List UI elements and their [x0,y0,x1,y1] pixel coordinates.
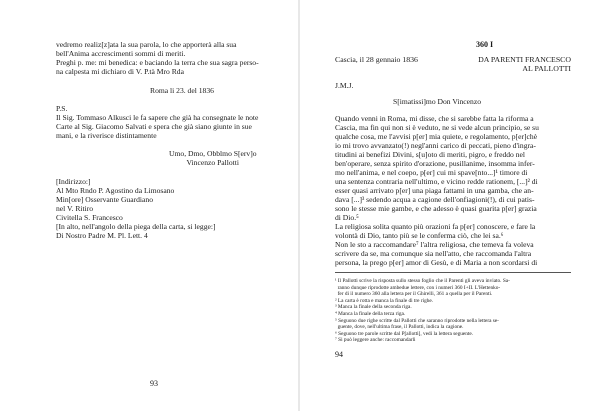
salutation: S[imatissi]mo Don Vincenzo [393,97,481,106]
letter-title: DA PARENTI FRANCESCO AL PALLOTTI [478,55,571,73]
letter-body: Quando venni in Roma, mi disse, che si sarebbe fatta la riforma a Cascia, ma fin qui non si è veduto, ne si vede alcun principio, se su qualche cosa, me l'avvisi p[er] mia quiete, e regolamento, p[er]chè io mi trovo avvanzato(!) negl'anni carico di peccati, pieno d'ingra- titudini ai benefizi Divini, s[u]oto di meriti, pigro, e freddo nel ben'operare, senza spirito d'orazione, pusillanime, insomma infer- mo nell'anima, e nel coepo, p[er] cui mi spave[nto...]¹ timore di una sentenza contraria nell'ultimo, e vicino redde rationem, [...]² di esser quasi arrivato p[er] una piaga fattami in una gamba, che an- dava [...]³ sedendo acqua a cagione dell'onfiagioni(!), di cui patis- sono le stesse mie gambe, e che adesso è quasi guarita p[er] grazia di Dio.⁵ La religiosa solita quanto più orazioni fa p[er] conoscere, e fare la volontà di Dio, tanto più se le conferma ciò, che lei sa.⁶ Non le sto a raccomandare⁷ l'altra religiosa, che temeva fa voleva scrivere da se, ma comunque sia nell'atto, che raccomanda l'altra persona, la prego p[er] amor di Gesù, e di Maria a non scordarsi di [335,114,539,267]
footnotes: ¹ Il Pallotti scrive la risposta sullo stesso foglio che il Parenti gli aveva inviato. Sa- ranno dunque riprodotte ambedue lettere, con i numeri 360 I+II. L'Hettenko- fer di il numero 360 alla lettera per il Ghirelli, 361 a quella per il Parenti. ² La carta è rotta e manca la finale di tre righe. ³ Manca la finale della seconda riga. ⁴ Manca la finale della terza riga. ⁵ Seguono due righe scritte dal Pallotti che saranno riprodotte nella lettera se- guente, dove, nell'ultima frase, il Pallotti, indica la cagione. ⁶ Seguono tre parole scritte dal P[allotti], vedi la lettera seguente. ⁷ Si può leggere anche: raccomandarli [335,278,510,344]
address-block: [Indirizzo:] Al Mto Rndo P. Agostino da Limosano Min[ore] Osservante Guardiano nel V. Ritiro Civitella S. Francesco [In alto, nell'angolo della piega della carta, si legge:] Di Nostro Padre M. Pl. Lett. 4 [56,177,216,240]
monogram: J.M.J. [335,81,354,90]
footnote-separator [335,272,571,273]
page-number-left: 93 [150,379,158,388]
page-number-right: 94 [335,350,343,359]
place-date: Cascia, il 28 gennaio 1836 [335,55,418,64]
signature: Umo, Dmo, Obblmo S[erv]o Vincenzo Pallotti [169,149,257,167]
letter-date: Roma li 23. del 1836 [150,86,214,95]
postscript: P.S. Il Sig. Tommaso Alkusci le fa sapere che già ha consegnate le note Carte al Sig. Giacomo Salvati e spera che già siano giunte in sue mani, e la riverisce distintamente [56,104,259,140]
letter-closing-paragraph: vedremo realiz[z]ata la sua parola, lo che apporterà alla sua bell'Anima accrescimenti sommi di meriti. Preghi p. me: mi benedica: e baciando la terra che sua sagra perso- na calpesta mi dichiaro di V. P.tà Mro Rda [56,40,259,76]
right-page [300,0,599,411]
letter-number: 360 I [476,40,494,49]
left-page [0,0,299,411]
